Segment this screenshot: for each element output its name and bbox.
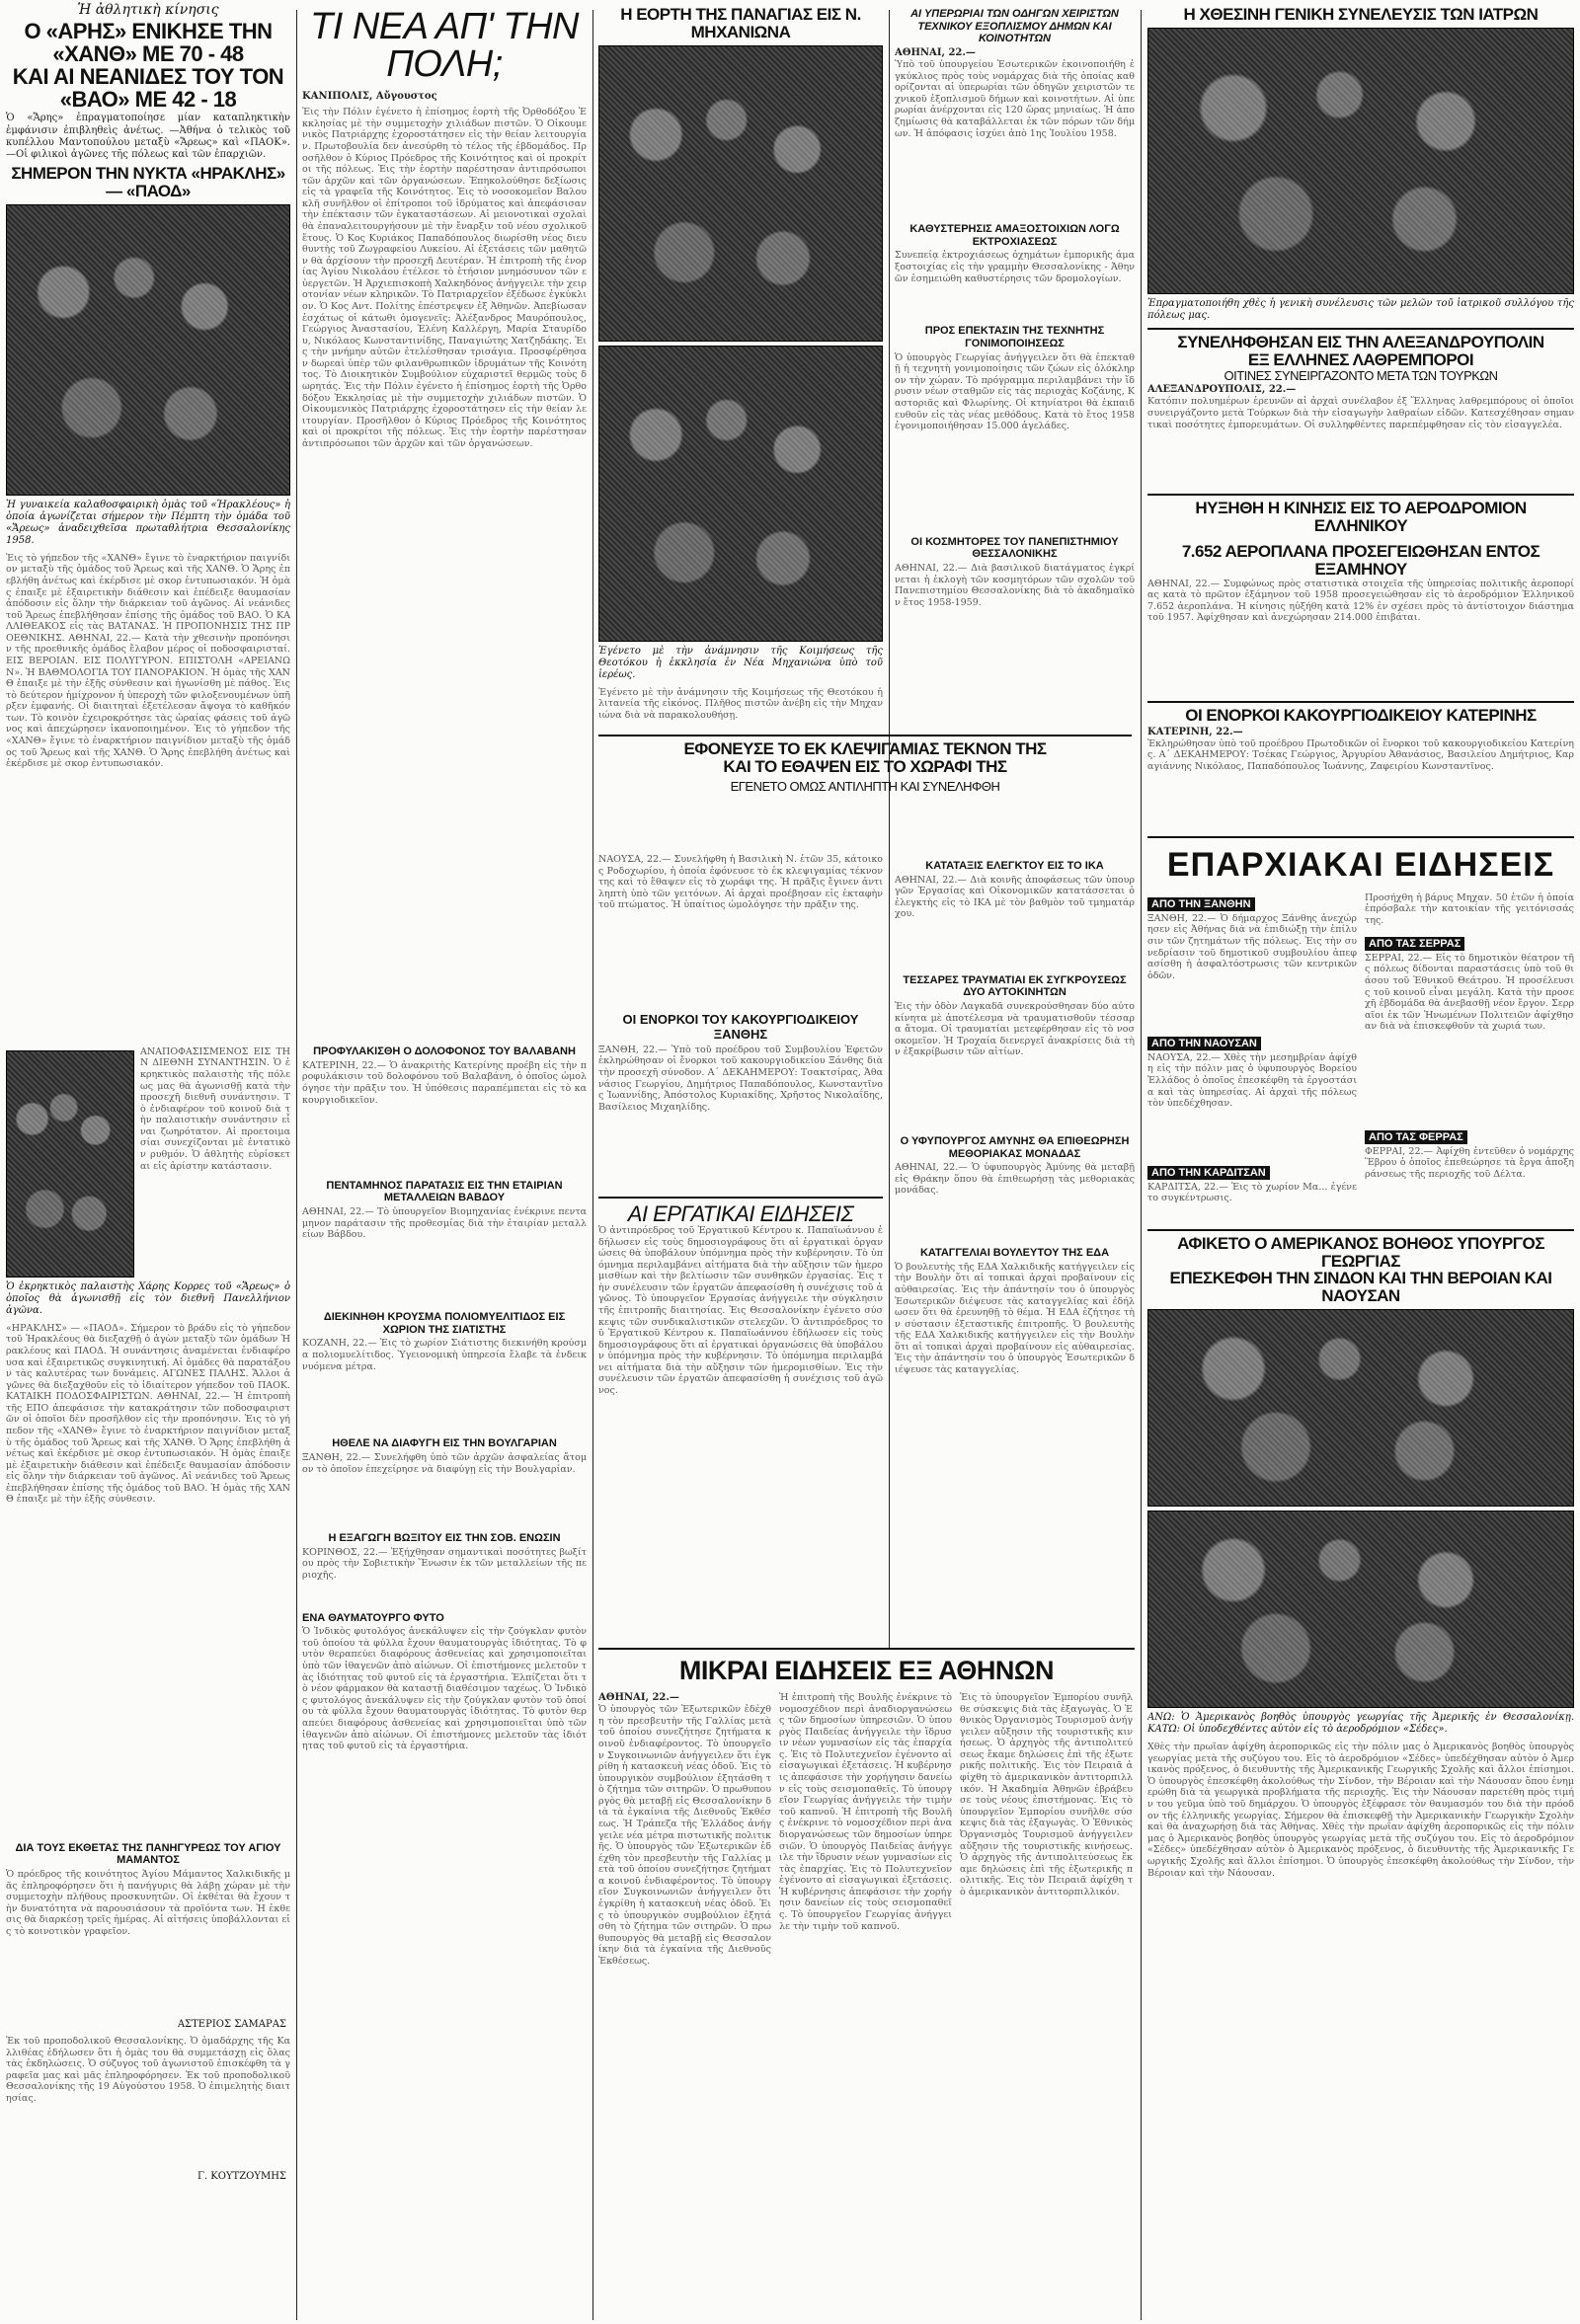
article-body: ΞΑΝΘΗ, 22.— Συνελήφθη ὑπὸ τῶν ἀρχῶν ἀσφαλείας ἄτομον τὸ ὁποῖον ἐπεχείρησε νὰ διαφύγῃ εἰς τὴν Βουλγαρίαν. — [302, 1452, 587, 1475]
divider — [1147, 494, 1574, 496]
article-body: ΚΟΖΑΝΗ, 22.— Ἐις τὸ χωρίον Σιάτιστης διεκινήθη κρούσμα πολιομυελίτιδος. Ὑγειονομικὴ ὑπηρεσία ἔλαβε τὰ ἐνδεικνυόμενα μέτρα. — [302, 1338, 587, 1372]
city-news-column — [302, 0, 587, 2320]
headline: ΟΙ ΕΝΟΡΚΟΙ ΚΑΚΟΥΡΓΙΟΔΙΚΕΙΟΥ ΚΑΤΕΡΙΝΗΣ — [1185, 705, 1537, 725]
section-label: ΑΠΟ ΤΗΝ ΝΑΟΥΣΑΝ — [1147, 1037, 1261, 1050]
box-headline: ΕΝΑ ΘΑΥΜΑΤΟΥΡΓΟ ΦΥΤΟ — [302, 1611, 444, 1624]
right-column — [1147, 0, 1574, 2320]
article-body: Ὑπὸ τοῦ ὑπουργείου Ἐσωτερικῶν ἐκοινοποιήθη ἐγκύκλιος πρὸς τοὺς νομάρχας διὰ τῆς ὁποίας καθορίζονται αἱ ὑπερωρίαι τῶν ὁδηγῶν χειριστῶν τεχνικοῦ ἐξοπλισμοῦ δήμων καὶ κοινοτήτων. Αἱ ὑπερωρίαι ἀνέρχονται εἰς 120 ὥρας μηνιαίως. Ἡ ἀποζημίωσις θὰ καταβάλλεται ἐκ τῶν πόρων τῶν δήμων. Ἡ ἀπόφασις ἰσχύει ἀπὸ 1ης Ἰουλίου 1958. — [895, 59, 1135, 139]
crime-story-header — [598, 731, 1132, 849]
article-body: ΑΘΗΝΑΙ, 22.— Ὁ ὑφυπουργὸς Ἀμύνης θὰ μεταβῇ εἰς Θράκην ὅπου θὰ ἐπιθεωρήσῃ τὰς μεθοριακὰς μονάδας. — [895, 1162, 1135, 1197]
byline: Γ. ΚΟΥΤΖΟΥΜΗΣ — [197, 2171, 286, 2183]
headline: ΣΥΝΕΛΗΦΘΗΣΑΝ ΕΙΣ ΤΗΝ ΑΛΕΞΑΝΔΡΟΥΠΟΛΙΝ — [1177, 332, 1544, 351]
headline: Η ΧΘΕΣΙΝΗ ΓΕΝΙΚΗ ΣΥΝΕΛΕΥΣΙΣ ΤΩΝ ΙΑΤΡΩΝ — [1183, 5, 1539, 24]
article-body: Χθὲς τὴν πρωΐαν ἀφίχθη ἀεροπορικῶς εἰς τὴν πόλιν μας ὁ Ἀμερικανὸς βοηθὸς ὑπουργὸς γεωργίας μετὰ τῆς συζύγου του. Εἰς τὸ ἀεροδρόμιον «Σέδες» ὑπεδέχθησαν αὐτὸν ὁ Ἀμερικανὸς πρόξενος, ὁ διευθυντὴς τῆς Ἀμερικανικῆς Γεωργικῆς Σχολῆς καὶ ἄλλοι ἐπίσημοι. Ὁ ὑπουργὸς ἐπεσκέφθη ἀκολούθως τὴν Σίνδον, τὴν Βέροιαν καὶ τὴν Νάουσαν ὅπου ἐνημερώθη διὰ τὰ γεωργικὰ προβλήματα τῆς περιοχῆς. Ἐις τὴν Νάουσαν παρετέθη πρὸς τιμήν του γεῦμα ὑπὸ τοῦ δημάρχου. Ὁ ὑπουργὸς ἐξέφρασε τὸν θαυμασμόν του διὰ τὴν πρόοδον τῆς ἑλληνικῆς γεωργίας. Σήμερον θὰ ἐπισκεφθῇ τὴν Ἀμερικανικὴν Γεωργικὴν Σχολὴν καὶ θὰ ἀναχωρήσῃ διὰ τὰς Ἀθήνας. Χθὲς τὴν πρωΐαν ἀφίχθη ἀεροπορικῶς εἰς τὴν πόλιν μας ὁ Ἀμερικανὸς βοηθὸς ὑπουργὸς γεωργίας μετὰ τῆς συζύγου του. Εἰς τὸ ἀεροδρόμιον «Σέδες» ὑπεδέχθησαν αὐτὸν ὁ Ἀμερικανὸς πρόξενος, ὁ διευθυντὴς τῆς Ἀμερικανικῆς Γεωργικῆς Σχολῆς καὶ ἄλλοι ἐπίσημοι. Ὁ ὑπουργὸς ἐπεσκέφθη ἀκολούθως τὴν Σίνδον, τὴν Βέροιαν καὶ τὴν Νάουσαν. — [1147, 1742, 1574, 1879]
short-news-column-lower — [895, 854, 1135, 1639]
box-headline: ΗΘΕΛΕ ΝΑ ΔΙΑΦΥΓΗ ΕΙΣ ΤΗΝ ΒΟΥΛΓΑΡΙΑΝ — [332, 1437, 557, 1450]
box-headline: ΤΕΣΣΑΡΕΣ ΤΡΑΥΜΑΤΙΑΙ ΕΚ ΣΥΓΚΡΟΥΣΕΩΣ ΔΥΟ ΑΥΤΟΚΙΝΗΤΩΝ — [903, 973, 1127, 999]
crime-story-body — [598, 854, 883, 1639]
box-headline: Ο ΥΦΥΠΟΥΡΓΟΣ ΑΜΥΝΗΣ ΘΑ ΕΠΙΘΕΩΡΗΣΗ ΜΕΘΟΡΙΑΚΑΣ ΜΟΝΑΔΑΣ — [900, 1134, 1130, 1160]
article-body: ΞΑΝΘΗ, 22.— Ὑπὸ τοῦ προέδρου τοῦ Συμβουλίου Ἐφετῶν ἐκληρώθησαν οἱ ἔνορκοι τοῦ κακουργιοδικείου Ξάνθης διὰ τὴν προσεχῆ σύνοδον. Α΄ ΔΕΚΑΗΜΕΡΟΥ: Τσακτσίρας, Ἀθανάσιος Γεωργίου, Δημήτριος Παπαδόπουλος, Κωνσταντῖνος Ἰωαννίδης, Ἀπόστολος Κυριακίδης, Χρῆστος Νικολαΐδης, Βασίλειος Μιχαηλίδης. — [598, 1044, 883, 1113]
headline: ΗΥΞΗΘΗ Η ΚΙΝΗΣΙΣ ΕΙΣ ΤΟ ΑΕΡΟΔΡΟΜΙΟΝ ΕΛΛΗΝΙΚΟΥ — [1195, 499, 1527, 536]
headline: 7.652 ΑΕΡΟΠΛΑΝΑ ΠΡΟΣΕΓΕΙΩΘΗΣΑΝ ΕΝΤΟΣ ΕΞΑΜΗΝΟΥ — [1181, 542, 1540, 579]
section-title: ΕΠΑΡΧΙΑΚΑΙ ΕΙΔΗΣΕΙΣ — [1166, 845, 1555, 884]
box-headline: ΔΙΕΚΙΝΗΘΗ ΚΡΟΥΣΜΑ ΠΟΛΙΟΜΥΕΛΙΤΙΔΟΣ ΕΙΣ ΧΩΡΙΟΝ ΤΗΣ ΣΙΑΤΙΣΤΗΣ — [323, 1311, 566, 1336]
dateline: ΑΛΕΞΑΝΔΡΟΥΠΟΛΙΣ, 22.— — [1147, 384, 1297, 396]
column-rule — [1141, 10, 1142, 2320]
article-body: Κατόπιν πολυημέρων ἐρευνῶν αἱ ἀρχαὶ συνέλαβον ἐξ Ἕλληνας λαθρεμπόρους οἱ ὁποῖοι συνειργάζοντο μετὰ Τούρκων διὰ τὴν εἰσαγωγὴν λαθραίων εἰδῶν. Κατεσχέθησαν σημαντικαὶ ποσότητες ἐμπορευμάτων. Οἱ συλληφθέντες παρεπέμφθησαν εἰς τὸν εἰσαγγελέα. — [1147, 396, 1574, 430]
divider — [598, 735, 1132, 736]
box-headline: ΑΙ ΥΠΕΡΩΡΙΑΙ ΤΩΝ ΟΔΗΓΩΝ ΧΕΙΡΙΣΤΩΝ ΤΕΧΝΙΚΟΥ ΕΞΟΠΛΙΣΜΟΥ ΔΗΜΩΝ ΚΑΙ ΚΟΙΝΟΤΗΤΩΝ — [910, 8, 1119, 45]
headline: ΚΑΙ ΑΙ ΝΕΑΝΙΔΕΣ ΤΟΥ ΤΟΝ «ΒΑΟ» ΜΕ 42 - 18 — [12, 64, 284, 113]
divider — [598, 1648, 1135, 1650]
article-body: ΚΑΤΕΡΙΝΗ, 22.— Ὁ ἀνακριτὴς Κατερίνης προέβη εἰς τὴν προφυλάκισιν τοῦ δολοφόνου τοῦ Βαλαβάνη, ὁ ὁποῖος ὡμολόγησε τὴν πρᾶξιν του. Ἡ ὑπόθεσις παραπέμπεται εἰς τὸ κακουργιοδικεῖον. — [302, 1059, 587, 1106]
box-headline: Η ΕΞΑΓΩΓΗ ΒΩΞΙΤΟΥ ΕΙΣ ΤΗΝ ΣΟΒ. ΕΝΩΣΙΝ — [328, 1532, 561, 1545]
box-headline: ΟΙ ΕΝΟΡΚΟΙ ΤΟΥ ΚΑΚΟΥΡΓΙΟΔΙΚΕΙΟΥ ΞΑΝΘΗΣ — [622, 1012, 859, 1042]
article-body: Ἐις τὴν Πόλιν ἐγένετο ἡ ἐπίσημος ἑορτὴ τῆς Ὀρθοδόξου Ἐκκλησίας μὲ τὴν συμμετοχὴν χιλιάδων πιστῶν. Ὁ Οἰκουμενικὸς Πατριάρχης ἐχοροστάτησεν εἰς τὴν θείαν λειτουργίαν. Πρωτοβουλία δεν ἀνεσύρθη τὸ τέλος τῆς ἑβδομάδος. Προσῆλθον ὁ Κύριος Πρόεδρος τῆς Κοινότητος καὶ οἱ προκρίτοι τῆς πόλεως. Ἐις τὴν ἑορτὴν παρέστησαν ἀντιπρόσωποι τῶν ἀρχῶν καὶ τῶν ὀργανώσεων. Ἐπηκολούθησε δεξίωσις εἰς τὰ γραφεῖα τῆς Κοινότητος. Ἐις τὸ νοσοκομεῖον Βαλουκλῆ συνῆλθον οἱ ἐπίτροποι τοῦ ἱδρύματος καὶ ἀπεφάσισαν τὴν ἐπέκτασιν τῶν ἐγκαταστάσεων. Αἱ μειονοτικαὶ σχολαὶ θὰ ἐπαναλειτουργήσουν μὲ τὴν ἔναρξιν τοῦ νέου σχολικοῦ ἔτους. Ὁ Κος Κυριάκος Παπαδόπουλος διωρίσθη νέος διευθυντὴς τοῦ Ζωγραφείου Λυκείου. Αἱ ἐξετάσεις τῶν μαθητῶν θὰ ἀρχίσουν τὴν προσεχῆ Δευτέραν. Ἡ ἐπιτροπὴ τῆς ἐνορίας Ἁγίου Νικολάου ἐτέλεσε τὸ ἐτήσιον μνημόσυνον τῶν εὐεργετῶν. Ἡ Ἀρχιεπισκοπὴ Χαλκηδόνος ἀνήγγειλε τὴν χειροτονίαν νέων κληρικῶν. Τὸ Πατριαρχεῖον ἐξέδωσε ἐγκύκλιον. Ὁ Κος Αντ. Πολίτης ἐπέστρεψεν ἐξ Ἀθηνῶν. Ἀπεβίωσαν ἐσχάτως οἱ κάτωθι ὁμογενεῖς: Ἀλέξανδρος Μαυρόπουλος, Γεώργιος Ἀναστασίου, Ἑλένη Καλλέργη, Μαρία Σταυρίδου, Νικόλαος Κωνσταντινίδης, Παναγιώτης Χατζηδάκης. Ἐις τὴν μνήμην αὐτῶν ἐτελέσθησαν τρισάγια. Προσφέρθησαν δωρεαὶ ὑπὲρ τῶν φιλανθρωπικῶν ἱδρυμάτων τῆς Κοινότητος. Τὸ Διοικητικὸν Συμβούλιον εὐχαριστεῖ θερμῶς τοὺς δωρητάς. Ἐις τὴν Πόλιν ἐγένετο ἡ ἐπίσημος ἑορτὴ τῆς Ὀρθοδόξου Ἐκκλησίας μὲ τὴν συμμετοχὴν χιλιάδων πιστῶν. Ὁ Οἰκουμενικὸς Πατριάρχης ἐχοροστάτησεν εἰς τὴν θείαν λειτουργίαν. Προσῆλθον ὁ Κύριος Πρόεδρος τῆς Κοινότητος καὶ οἱ προκρίτοι τῆς πόλεως. Ἐις τὴν ἑορτὴν παρέστησαν ἀντιπρόσωποι τῶν ἀρχῶν καὶ τῶν ὀργανώσεων. — [302, 107, 587, 449]
headline: ΑΙ ΕΡΓΑΤΙΚΑΙ ΕΙΔΗΣΕΙΣ — [627, 1201, 854, 1226]
dateline: ΚΑΝΙΠΟΛΙΣ, Αὔγουστος — [302, 91, 437, 102]
article-body: ΦΕΡΡΑΙ, 22.— Ἀφίχθη ἐντεῦθεν ὁ νομάρχης Ἕβρου ὁ ὁποῖος ἐπεθεώρησε τὰ ἔργα ἀποξηράνσεως τῆς περιοχῆς τοῦ Δέλτα. — [1365, 1145, 1574, 1180]
headline: ΤΙ ΝΕΑ ΑΠ' ΤΗΝ ΠΟΛΗ; — [310, 6, 579, 85]
subheadline: ΕΓΕΝΕΤΟ ΟΜΩΣ ΑΝΤΙΛΗΠΤΗ ΚΑΙ ΣΥΝΕΛΗΦΘΗ — [730, 778, 1000, 794]
article-body: ΞΑΝΘΗ, 22.— Ὁ δήμαρχος Ξάνθης ἀνεχώρησεν εἰς Ἀθήνας διὰ νὰ ἐπιδιώξῃ τὴν ἐπίλυσιν τῶν ζητημάτων τῆς πόλεως. Ἐις τὴν συνεδρίασιν τοῦ δημοτικοῦ συμβουλίου ἀπεφασίσθη ἡ ἀσφαλτόστρωσις τῶν κεντρικῶν ὁδῶν. — [1147, 912, 1357, 981]
article-body: Ὁ πρόεδρος τῆς κοινότητος Ἁγίου Μάμαντος Χαλκιδικῆς μᾶς ἐπληροφόρησεν ὅτι ἡ πανήγυρις θὰ λάβῃ χώραν μὲ τὴν συμμετοχὴν πλήθους προσκυνητῶν. Οἱ ἐκθέται θὰ ἔχουν τὴν δυνατότητα νὰ παρουσιάσουν τὰ προϊόντα των. Ἡ ἐκθεσις θὰ διαρκέσῃ τρεῖς ἡμέρας. Αἱ αἰτήσεις ὑποβάλλονται εἰς τὸ κοινοτικὸν γραφεῖον. — [6, 1869, 290, 1937]
official-visit-photo-2 — [1147, 1511, 1574, 1708]
article-body: Ὁ ὑπουργὸς Γεωργίας ἀνήγγειλεν ὅτι θὰ ἐπεκταθῇ ἡ τεχνητὴ γονιμοποίησις τῶν ζώων εἰς ὁλόκληρον τὴν χώραν. Τὸ πρόγραμμα περιλαμβάνει τὴν ἵδρυσιν νέων σταθμῶν εἰς τὰς περιοχὰς Κοζάνης, Καστοριᾶς καὶ Φλωρίνης. Οἱ κτηνίατροι θὰ ἐκπαιδευθοῦν εἰς τὰς νέας μεθόδους. Κατὰ τὸ ἔτος 1958 ἐγονιμοποιήθησαν 15.000 ἀγελάδες. — [895, 351, 1135, 432]
doctors-assembly-photo — [1147, 28, 1574, 294]
article-body: Ἐις τὸ ὑπουργεῖον Ἐμπορίου συνῆλθε σύσκεψις διὰ τὰς ἐξαγωγὰς. Ὁ Ἐθνικὸς Ὀργανισμὸς Τουρισμοῦ ἀνήγγειλεν αὔξησιν τῆς τουριστικῆς κινήσεως. Ὁ ἀρχηγὸς τῆς ἀντιπολιτεύσεως ἔκαμε δηλώσεις ἐπὶ τῆς ἐξωτερικῆς πολιτικῆς. Ἐις τὸν Πειραιᾶ ἀφίχθη τὸ ἀμερικανικὸν ἀντιτορπιλλικόν. Ἡ Ἀκαδημία Ἀθηνῶν ἐβράβευσε τοὺς νέους ἐπιστήμονας. Ἐις τὸ ὑπουργεῖον Ἐμπορίου συνῆλθε σύσκεψις διὰ τὰς ἐξαγωγὰς. Ὁ Ἐθνικὸς Ὀργανισμὸς Τουρισμοῦ ἀνήγγειλεν αὔξησιν τῆς τουριστικῆς κινήσεως. Ὁ ἀρχηγὸς τῆς ἀντιπολιτεύσεως ἔκαμε δηλώσεις ἐπὶ τῆς ἐξωτερικῆς πολιτικῆς. Ἐις τὸν Πειραιᾶ ἀφίχθη τὸ ἀμερικανικὸν ἀντιτορπιλλικόν. — [960, 1692, 1133, 1898]
article-body: Ὁ Ἰνδικὸς φυτολόγος ἀνεκάλυψεν εἰς τὴν ζούγκλαν φυτὸν τοῦ ὁποίου τὰ φύλλα ἔχουν θαυματουργὰς ἰδιότητας. Τὸ φυτὸν θεραπεύει διαφόρους ἀσθενείας καὶ χρησιμοποιεῖται ὑπὸ τῶν ἰθαγενῶν ἀπὸ αἰώνων. Οἱ ἐπιστήμονες μελετοῦν τὰς ἰδιότητας τοῦ φυτοῦ εἰς τὰ ἐργαστήρια. Ἐλπίζεται ὅτι τὸ νέον φάρμακον θὰ καταστῇ διαθέσιμον ταχέως. Ὁ Ἰνδικὸς φυτολόγος ἀνεκάλυψεν εἰς τὴν ζούγκλαν φυτὸν τοῦ ὁποίου τὰ φύλλα ἔχουν θαυματουργὰς ἰδιότητας. Τὸ φυτὸν θεραπεύει διαφόρους ἀσθενείας καὶ χρησιμοποιεῖται ὑπὸ τῶν ἰθαγενῶν ἀπὸ αἰώνων. Οἱ ἐπιστήμονες μελετοῦν τὰς ἰδιότητας τοῦ φυτοῦ εἰς τὰ ἐργαστήρια. — [302, 1626, 587, 1752]
headline: ΜΙΚΡΑΙ ΕΙΔΗΣΕΙΣ ΕΞ ΑΘΗΝΩΝ — [678, 1656, 1055, 1685]
byline: ΑΣΤΕΡΙΟΣ ΣΑΜΑΡΑΣ — [177, 2019, 286, 2031]
article-body: Ἐις τὴν ὁδὸν Λαγκαδᾶ συνεκρούσθησαν δύο αὐτοκίνητα μὲ ἀποτέλεσμα νὰ τραυματισθοῦν τέσσαρα ἄτομα. Οἱ τραυματίαι μετεφέρθησαν εἰς τὸ νοσοκομεῖον. Ἡ Τροχαία διενεργεῖ ἀνακρίσεις διὰ τὴν ἐξακρίβωσιν τῶν αἰτίων. — [895, 1000, 1135, 1058]
dateline: ΚΑΤΕΡΙΝΗ, 22.— — [1147, 726, 1243, 737]
article-body: Ὁ ἀντιπρόεδρος τοῦ Ἐργατικοῦ Κέντρου κ. Παπαϊωάννου ἐδήλωσεν εἰς τοὺς δημοσιογράφους ὅτι αἱ ἐργατικαὶ ὀργανώσεις θὰ ὑποβάλουν ὑπόμνημα πρὸς τὴν κυβέρνησιν. Τὸ ὑπόμνημα περιλαμβάνει αἰτήματα διὰ τὴν αὔξησιν τῶν ἡμερομισθίων καὶ τὴν βελτίωσιν τῶν συνθηκῶν ἐργασίας. Ἐις τὴν συνέλευσιν τῶν ἐργατῶν ἀπεφασίσθη ἡ συνέχισις τοῦ ἀγῶνος. Τὸ ὑπουργεῖον Ἐργασίας ἀνήγγειλε τὴν σύγκλησιν τῆς ἐπιτροπῆς διαιτησίας. Ἐις Θεσσαλονίκην ἐγένετο σύσκεψις τῶν συνδικαλιστικῶν στελεχῶν. Ὁ ἀντιπρόεδρος τοῦ Ἐργατικοῦ Κέντρου κ. Παπαϊωάννου ἐδήλωσεν εἰς τοὺς δημοσιογράφους ὅτι αἱ ἐργατικαὶ ὀργανώσεις θὰ ὑποβάλουν ὑπόμνημα πρὸς τὴν κυβέρνησιν. Τὸ ὑπόμνημα περιλαμβάνει αἰτήματα διὰ τὴν αὔξησιν τῶν ἡμερομισθίων. Ἐις τὴν συνέλευσιν τῶν ἐργατῶν ἀπεφασίσθη ἡ συνέχισις τοῦ ἀγῶνος. — [598, 1224, 883, 1397]
brief-news-columns — [598, 1692, 1135, 2289]
headline: ΑΦΙΚΕΤΟ Ο ΑΜΕΡΙΚΑΝΟΣ ΒΟΗΘΟΣ ΥΠΟΥΡΓΟΣ ΓΕΩΡΓΙΑΣ — [1177, 1233, 1544, 1271]
divider — [1147, 836, 1574, 838]
box-headline: ΚΑΤΑΓΓΕΛΙΑΙ ΒΟΥΛΕΥΤΟΥ ΤΗΣ ΕΔΑ — [919, 1247, 1110, 1260]
divider — [598, 1197, 883, 1199]
box-headline: ΔΙΑ ΤΟΥΣ ΕΚΘΕΤΑΣ ΤΗΣ ΠΑΝΗΓΥΡΕΩΣ ΤΟΥ ΑΓΙΟΥ ΜΑΜΑΝΤΟΣ — [15, 1841, 281, 1867]
box-headline: ΚΑΘΥΣΤΕΡΗΣΙΣ ΑΜΑΞΟΣΤΟΙΧΙΩΝ ΛΟΓΩ ΕΚΤΡΟΧΙΑΣΕΩΣ — [909, 223, 1120, 248]
box-headline: ΠΕΝΤΑΜΗΝΟΣ ΠΑΡΑΤΑΣΙΣ ΕΙΣ ΤΗΝ ΕΤΑΙΡΙΑΝ ΜΕΤΑΛΛΕΙΩΝ ΒΑΒΔΟΥ — [326, 1179, 563, 1204]
provincial-news — [1147, 892, 1574, 1225]
box-headline: ΚΑΤΑΤΑΞΙΣ ΕΛΕΓΚΤΟΥ ΕΙΣ ΤΟ ΙΚΑ — [925, 860, 1104, 872]
article-body: ΑΝΑΠΟΦΑΣΙΣΜΕΝΟΣ ΕΙΣ ΤΗΝ ΔΙΕΘΝΗ ΣΥΝΑΝΤΗΣΙΝ. Ὁ ἐκρηκτικὸς παλαιστὴς τῆς πόλεως μας θὰ ἀγωνισθῇ κατὰ τὴν προσεχῆ διεθνῆ συνάντησιν. Τὸ ἐνδιαφέρον τοῦ κοινοῦ διὰ τὴν παλαιστικὴν συνάντησιν εἶναι ζωηρότατον. Αἱ προετοιμασίαι συνεχίζονται μὲ ἐντατικὸν ρυθμόν. Ὁ ἀθλητὴς εὑρίσκεται εἰς ἀρίστην κατάστασιν. — [140, 1046, 290, 1172]
article-body: ΑΘΗΝΑΙ, 22.— Συμφώνως πρὸς στατιστικὰ στοιχεῖα τῆς ὑπηρεσίας πολιτικῆς ἀεροπορίας κατὰ τὸ πρῶτον ἑξάμηνον τοῦ 1958 προσεγειώθησαν εἰς τὸ ἀεροδρόμιον Ἑλληνικοῦ 7.652 ἀεροπλάνα. Ἡ κίνησις ηὐξήθη κατὰ 12% ἐν σχέσει πρὸς τὸ ἀντίστοιχον διάστημα τοῦ 1957. Ἀφίχθησαν καὶ ἀνεχώρησαν 214.000 ἐπιβάται. — [1147, 578, 1574, 624]
box-headline: ΠΡΟΦΥΛΑΚΙΣΘΗ Ο ΔΟΛΟΦΟΝΟΣ ΤΟΥ ΒΑΛΑΒΑΝΗ — [313, 1046, 576, 1058]
short-news-column — [895, 0, 1135, 726]
article-body: Ἐις τὸ γήπεδον τῆς «ΧΑΝΘ» ἔγινε τὸ ἐναρκτήριον παιγνίδιον μεταξὺ τῆς ὁμάδος τοῦ Ἄρεως καὶ τῆς ΧΑΝΘ. Ὁ Ἄρης ἐπεβλήθη ἀνέτως καὶ ἐκέρδισε μὲ σκορ ἐντυπωσιακόν. Ἡ ὁμὰς ἐπαιξε μὲ ἐξαιρετικὴν διάθεσιν καὶ ἐπέδειξε θαυμασίαν ἀπόδοσιν εἰς ὅλην τὴν διάρκειαν τοῦ ἀγῶνος. Αἱ νεάνιδες τοῦ Ἄρεως ἐπεβλήθησαν ἐπίσης τῆς ὁμάδος τοῦ ΒΑΟ. Ὁ ΚΑΛΛΙΘΕΑΚΟΣ εἰς τὰς ΒΑΤΑΝΑΣ. Ἡ ΠΡΟΠΟΝΗΣΙΣ ΤΗΣ ΠΡΟΕΘΝΙΚΗΣ. ΑΘΗΝΑΙ, 22.— Κατὰ τὴν χθεσινὴν προπόνησιν τῆς προεθνικῆς ὁμάδος ἔλαβον μέρος οἱ ποδοσφαιρισταί. ΕΙΣ ΒΕΡΟΙΑΝ. ΕΙΣ ΠΟΛΥΓΥΡΟΝ. ΕΠΙΣΤΟΛΗ «ΑΡΕΙΑΝΩΝ». Ἡ ΒΑΘΜΟΛΟΓΙΑ ΤΟΥ ΠΑΝΟΡΑΚΙΟΝ. Ἡ ὁμὰς τῆς ΧΑΝΘ ἐπαιξε μὲ τὴν ἑξῆς σύνθεσιν καὶ ἠγωνίσθη μὲ πάθος. Ἐις τὸ δεύτερον ἡμίχρονον ἡ ὑπεροχὴ τῶν φιλοξενουμένων ὑπῆρξεν ἐμφανής. Οἱ διαιτηταὶ ἐξετέλεσαν ἄψογα τὸ καθῆκόν των. Τὸ κοινὸν ἐχειροκρότησε τὰς ὡραίας φάσεις τοῦ ἀγῶνος καὶ ἀπεχώρησεν ἱκανοποιημένον. Ἐις τὸ γήπεδον τῆς «ΧΑΝΘ» ἔγινε τὸ ἐναρκτήριον παιγνίδιον μεταξὺ τῆς ὁμάδος τοῦ Ἄρεως καὶ τῆς ΧΑΝΘ. Ὁ Ἄρης ἐπεβλήθη ἀνέτως καὶ ἐκέρδισε μὲ σκορ ἐντυπωσιακόν. — [6, 552, 290, 770]
athens-brief-news — [598, 1644, 1135, 2320]
section-label: ΑΠΟ ΤΑΣ ΦΕΡΡΑΣ — [1365, 1130, 1467, 1144]
festival-photo-2 — [598, 346, 883, 642]
official-visit-photo-1 — [1147, 1309, 1574, 1507]
article-body: Προσήχθη ἡ βάρυς Μηχαν. 50 ἐτῶν ἡ ὁποία ἐπρόσβαλε τὴν κατοικίαν τῆς γειτόνισσάς της. — [1365, 891, 1574, 926]
photo-caption: Ἐπραγματοποιήθη χθὲς ἡ γενικὴ συνέλευσις τῶν μελῶν τοῦ ἰατρικοῦ συλλόγου τῆς πόλεως μας. — [1147, 297, 1574, 321]
divider — [1147, 1229, 1574, 1231]
photo-caption: Ἐγένετο μὲ τὴν ἀνάμνησιν τῆς Κοιμήσεως τῆς Θεοτόκου ἡ ἐκκλησία ἐν Νέα Μηχανιώνα ὑπὸ τοῦ ἱερέως. — [598, 645, 883, 680]
article-body: ΑΘΗΝΑΙ, 22.— Διὰ κοινῆς ἀποφάσεως τῶν ὑπουργῶν Ἐργασίας καὶ Οἰκονομικῶν κατατάσσεται ὁ ἐλεγκτὴς εἰς τὸ ΙΚΑ μὲ τὸν βαθμὸν τοῦ τμηματάρχου. — [895, 874, 1135, 920]
article-body: ΣΕΡΡΑΙ, 22.— Εἰς τὸ δημοτικὸν θέατρον τῆς πόλεως δίδονται παραστάσεις ὑπὸ τοῦ θιάσου τοῦ Ἐθνικοῦ Θεάτρου. Ἡ προσέλευσις τοῦ κοινοῦ εἶναι μεγάλη. Κατὰ τὴν προσεχῆ ἑβδομάδα θὰ ἀνεβασθῇ νέον ἔργον. Σερραῖοι ἐκ τῶν Ἠνωμένων Πολιτειῶν ἀφίχθησαν διὰ νὰ ἐπισκεφθοῦν τὰ χωριά των. — [1365, 952, 1574, 1033]
article-body: Συνεπείᾳ ἐκτροχιάσεως ὀχημάτων ἐμπορικῆς ἀμαξοστοιχίας εἰς τὴν γραμμὴν Θεσσαλονίκης - Ἀθηνῶν ἐσημειώθη καθυστέρησις τῶν δρομολογίων. — [895, 250, 1135, 284]
subheadline: ΟΙΤΙΝΕΣ ΣΥΝΕΙΡΓΑΖΟΝΤΟ ΜΕΤΑ ΤΩΝ ΤΟΥΡΚΩΝ — [1224, 367, 1498, 383]
divider — [1147, 328, 1574, 330]
sports-column — [6, 0, 290, 2320]
dateline: ΑΘΗΝΑΙ, 22.— — [598, 1692, 679, 1703]
article-body: ΚΑΡΔΙΤΣΑ, 22.— Ἐις τὸ χωρίον Μα... ἐγένετο συγκέντρωσις. — [1147, 1181, 1357, 1204]
team-photo — [6, 204, 290, 496]
headline: ΕΞ ΕΛΛΗΝΕΣ ΛΑΘΡΕΜΠΟΡΟΙ — [1247, 349, 1474, 369]
article-body: Ἡ ἐπιτροπὴ τῆς Βουλῆς ἐνέκρινε τὸ νομοσχέδιον περὶ ἀναδιοργανώσεως τῶν δημοσίων ὑπηρεσιῶν. Ὁ ὑπουργὸς Παιδείας ἀνήγγειλε τὴν ἵδρυσιν νέων γυμνασίων εἰς τὰς ἐπαρχίας. Ἐις τὸ Πολυτεχνεῖον ἐγένοντο αἱ εἰσαγωγικαὶ ἐξετάσεις. Ἡ κυβέρνησις ἀπεφάσισε τὴν χορήγησιν δανείων εἰς τοὺς σεισμοπαθεῖς. Τὸ ὑπουργεῖον Γεωργίας ἀνήγγειλε τὴν τιμὴν τοῦ καπνοῦ. Ἡ ἐπιτροπὴ τῆς Βουλῆς ἐνέκρινε τὸ νομοσχέδιον περὶ ἀναδιοργανώσεως τῶν δημοσίων ὑπηρεσιῶν. Ὁ ὑπουργὸς Παιδείας ἀνήγγειλε τὴν ἵδρυσιν νέων γυμνασίων εἰς τὰς ἐπαρχίας. Ἐις τὸ Πολυτεχνεῖον ἐγένοντο αἱ εἰσαγωγικαὶ ἐξετάσεις. Ἡ κυβέρνησις ἀπεφάσισε τὴν χορήγησιν δανείων εἰς τοὺς σεισμοπαθεῖς. Τὸ ὑπουργεῖον Γεωργίας ἀνήγγειλε τὴν τιμὴν τοῦ καπνοῦ. — [779, 1692, 952, 1932]
article-body: Ἐκληρώθησαν ὑπὸ τοῦ προέδρου Πρωτοδικῶν οἱ ἔνορκοι τοῦ κακουργιοδικείου Κατερίνης. Α΄ ΔΕΚΑΗΜΕΡΟΥ: Τσέκας Γεώργιος, Ἀργυρίου Ἀθανάσιος, Βασιλείου Δημήτριος, Καραγιάννης Νικόλαος, Παπαδόπουλος Ἰωάννης, Ζαφειρίου Κωνσταντῖνος. — [1147, 737, 1574, 772]
wrestler-photo — [6, 1050, 134, 1278]
lead-text: Ὁ «Ἄρης» ἐπραγματοποίησε μίαν καταπληκτικὴν ἐμφάνισιν ἐπιβληθεὶς ἀνέτως. —Ἀθήνα ὁ τελικὸς τοῦ κυπέλλου Μαντοπούλου μεταξὺ «Ἄρεως» καὶ «ΠΑΟΚ». —Οἱ φιλικοὶ ἀγῶνες τῆς πόλεως καὶ τῶν ἐπαρχιῶν. — [6, 113, 290, 160]
festival-photo-1 — [598, 45, 883, 342]
article-body: Ἐκ τοῦ προποδολικοῦ Θεσσαλονίκης. Ὁ ὁμαδάρχης τῆς Καλλιθέας ἐδήλωσεν ὅτι ἡ ὁμὰς του θὰ συμμετάσχῃ εἰς ὅλας τὰς ἐκδηλώσεις. Ὁ σύζυγος τοῦ ἀγωνιστοῦ ἐπισκέφθη τὰ γραφεῖα μας καὶ μᾶς ἐπληροφόρησεν. Ἐκ τοῦ προποδολικοῦ Θεσσαλονίκης τῆς 19 Αὐγούστου 1958. Ὁ ἐπιμελητὴς διαιτησίας. — [6, 2036, 290, 2104]
article-body: «ΗΡΑΚΛΗΣ» — «ΠΑΟΔ». Σήμερον τὸ βράδυ εἰς τὸ γήπεδον τοῦ Ἡρακλέους θὰ διεξαχθῇ ὁ ἀγὼν μεταξὺ τῶν ὁμάδων Ἡρακλέους καὶ ΠΑΟΔ. Ἡ συνάντησις ἀναμένεται ἐνδιαφέρουσα καὶ ἐξαιρετικῶς συγκινητική. Αἱ ὁμάδες θὰ παρατάξουν τὰς καλυτέρας των δυνάμεις. ΑΓΩΝΕΣ ΠΑΛΗΣ. Ἄλλοι ἀγῶνες θὰ διεξαχθοῦν εἰς τὸ ἰδιαίτερον γήπεδον τοῦ ΠΑΟΚ. ΚΑΤΑΙΚΗ ΠΟΔΟΣΦΑΙΡΙΣΤΩΝ. ΑΘΗΝΑΙ, 22.— Ἡ ἐπιτροπὴ τῆς ΕΠΟ ἀπεφάσισε τὴν κατακράτησιν τῶν ποδοσφαιριστῶν οἱ ὁποῖοι δὲν προσῆλθον εἰς τὴν προπόνησιν. Ἐις τὸ γήπεδον τῆς «ΧΑΝΘ» ἔγινε τὸ ἐναρκτήριον παιγνίδιον μεταξὺ τῆς ὁμάδος τοῦ Ἄρεως καὶ τῆς ΧΑΝΘ. Ὁ Ἄρης ἐπεβλήθη ἀνέτως καὶ ἐκέρδισε μὲ σκορ ἐντυπωσιακόν. Ἡ ὁμὰς ἐπαιξε μὲ ἐξαιρετικὴν διάθεσιν καὶ ἐπέδειξε θαυμασίαν ἀπόδοσιν εἰς ὅλην τὴν διάρκειαν τοῦ ἀγῶνος. Αἱ νεάνιδες τοῦ Ἄρεως ἐπεβλήθησαν ἐπίσης τῆς ὁμάδος τοῦ ΒΑΟ. Ἡ ὁμὰς τῆς ΧΑΝΘ ἐπαιξε μὲ τὴν ἑξῆς σύνθεσιν. — [6, 1322, 290, 1506]
section-label: ΑΠΟ ΤΑΣ ΣΕΡΡΑΣ — [1365, 937, 1464, 951]
article-body: ΝΑΟΥΣΑ, 22.— Χθὲς τὴν μεσημβρίαν ἀφίχθη εἰς τὴν πόλιν μας ὁ ὑφυπουργὸς Βορείου Ἑλλάδος ὁ ὁποῖος ἐπεσκέφθη τὰ ἐργοστάσια καὶ τὰς ὑπηρεσίας. Αἱ ἀρχαὶ τῆς πόλεως τὸν ὑπεδέχθησαν. — [1147, 1051, 1357, 1110]
photo-caption: Ἡ γυναικεία καλαθοσφαιρικὴ ὁμὰς τοῦ «Ἡρακλέους» ἡ ὁποία ἀγωνίζεται σήμερον τὴν Πέμπτη τὴν ὁμάδα τοῦ «Ἄρεως» ἀναδειχθεῖσα πρωταθλήτρια Θεσσαλονίκης 1958. — [6, 499, 290, 546]
article-body: ΝΑΟΥΣΑ, 22.— Συνελήφθη ἡ Βασιλικὴ Ν. ἐτῶν 35, κάτοικος Ροδοχωρίου, ἡ ὁποία ἐφόνευσε τὸ ἐκ κλεψιγαμίας τέκνον της καὶ τὸ ἔθαψεν εἰς τὸ χωράφι της. Ἡ πρᾶξις ἔγινεν ἀντιληπτὴ ὑπὸ τῶν γειτόνων. Αἱ ἀρχαὶ προέβησαν εἰς ἐκταφὴν τοῦ πτώματος. Ἡ ὑπαίτιος ὡμολόγησε τὴν πρᾶξιν της. — [598, 854, 883, 911]
divider — [1147, 701, 1574, 703]
section-label: ΑΠΟ ΤΗΝ ΞΑΝΘΗΝ — [1147, 897, 1255, 911]
headline: Η ΕΟΡΤΗ ΤΗΣ ΠΑΝΑΓΙΑΣ ΕΙΣ Ν. ΜΗΧΑΝΙΩΝΑ — [620, 5, 861, 41]
column-rule — [592, 10, 593, 2320]
article-body: Ὁ βουλευτὴς τῆς ΕΔΑ Χαλκιδικῆς κατήγγειλεν εἰς τὴν Βουλὴν ὅτι αἱ τοπικαὶ ἀρχαὶ προβαίνουν εἰς αὐθαιρεσίας. Ἐις τὴν ἀπάντησίν του ὁ ὑπουργὸς Ἐσωτερικῶν διέψευσε τὰς καταγγελίας καὶ ἐδήλωσεν ὅτι θὰ ἐρευνηθῇ τὸ θέμα. Ἡ ΕΔΑ ἐζήτησε τὴν σύστασιν ἐξεταστικῆς ἐπιτροπῆς. Ὁ βουλευτὴς τῆς ΕΔΑ Χαλκιδικῆς κατήγγειλεν εἰς τὴν Βουλὴν ὅτι αἱ τοπικαὶ ἀρχαὶ προβαίνουν εἰς αὐθαιρεσίας. Ἐις τὴν ἀπάντησίν του ὁ ὑπουργὸς Ἐσωτερικῶν διέψευσε τὰς καταγγελίας. — [895, 1261, 1135, 1376]
box-headline: ΠΡΟΣ ΕΠΕΚΤΑΣΙΝ ΤΗΣ ΤΕΧΝΗΤΗΣ ΓΟΝΙΜΟΠΟΙΗΣΕΩΣ — [924, 325, 1105, 350]
headline: ΕΦΟΝΕΥΣΕ ΤΟ ΕΚ ΚΛΕΨΙΓΑΜΙΑΣ ΤΕΚΝΟΝ ΤΗΣ — [683, 739, 1047, 758]
article-body: Ἐγένετο μὲ τὴν ἀνάμνησιν τῆς Κοιμήσεως τῆς Θεοτόκου ἡ λιτανεία τῆς εἰκόνος. Πλῆθος πιστῶν ἀνέβη εἰς τὴν Μηχανιώνα διὰ νὰ παρακολουθήσῃ. — [598, 686, 883, 721]
box-headline: ΟΙ ΚΟΣΜΗΤΟΡΕΣ ΤΟΥ ΠΑΝΕΠΙΣΤΗΜΙΟΥ ΘΕΣΣΑΛΟΝΙΚΗΣ — [910, 535, 1119, 561]
section-kicker: Ἡ ἀθλητικὴ κίνησις — [77, 2, 219, 18]
column-rule — [296, 10, 297, 2320]
section-label: ΑΠΟ ΤΗΝ ΚΑΡΔΙΤΣΑΝ — [1147, 1166, 1270, 1180]
headline: ΚΑΙ ΤΟ ΕΘΑΨΕΝ ΕΙΣ ΤΟ ΧΩΡΑΦΙ ΤΗΣ — [723, 756, 1007, 776]
subheadline: ΣΗΜΕΡΟΝ ΤΗΝ ΝΥΚΤΑ «ΗΡΑΚΛΗΣ» — «ΠΑΟΔ» — [11, 164, 285, 200]
article-body: ΚΟΡΙΝΘΟΣ, 22.— Ἐξήχθησαν σημαντικαὶ ποσότητες βωξίτου πρὸς τὴν Σοβιετικὴν Ἕνωσιν ἐκ τῶν μεταλλείων τῆς περιοχῆς. — [302, 1546, 587, 1581]
headline: Ο «ΑΡΗΣ» ΕΝΙΚΗΣΕ ΤΗΝ «ΧΑΝΘ» ΜΕ 70 - 48 — [24, 19, 273, 67]
headline: ΕΠΕΣΚΕΦΘΗ ΤΗΝ ΣΙΝΔΟΝ ΚΑΙ ΤΗΝ ΒΕΡΟΙΑΝ ΚΑΙ ΝΑΟΥΣΑΝ — [1169, 1269, 1552, 1306]
photo-caption: ΑΝΩ: Ὁ Ἀμερικανὸς βοηθὸς ὑπουργὸς γεωργίας τῆς Ἀμερικῆς ἐν Θεσσαλονίκῃ. ΚΑΤΩ: Οἱ ὑποδεχθέντες αὐτὸν εἰς τὸ ἀεροδρόμιον «Σέδες». — [1147, 1712, 1574, 1736]
dateline: ΑΘΗΝΑΙ, 22.— — [895, 46, 976, 58]
photo-caption: Ὁ ἐκρηκτικὸς παλαιστὴς Χάρης Κορρες τοῦ «Ἄρεως» ὁ ὁποῖος θὰ ἀγωνισθῇ εἰς τὸν διεθνῆ Πανελλήνιον ἀγῶνα. — [6, 1280, 290, 1316]
article-body: ΑΘΗΝΑΙ, 22.— Διὰ βασιλικοῦ διατάγματος ἐγκρίνεται ἡ ἐκλογὴ τῶν κοσμητόρων τῶν σχολῶν τοῦ Πανεπιστημίου Θεσσαλονίκης διὰ τὸ ἀκαδημαϊκὸν ἔτος 1958-1959. — [895, 562, 1135, 608]
article-body: Ὁ ὑπουργὸς τῶν Ἐξωτερικῶν ἐδέχθη τὸν πρεσβευτὴν τῆς Γαλλίας μετὰ τοῦ ὁποίου συνεζήτησε ζητήματα κοινοῦ ἐνδιαφέροντος. Τὸ ὑπουργεῖον Συγκοινωνιῶν ἀνήγγειλεν ὅτι ἐγκρίθη ἡ κατασκευὴ νέας ὁδοῦ. Ἐις τὸ ὑπουργικὸν συμβούλιον ἐξητάσθη τὸ ζήτημα τῶν σιτηρῶν. Ὁ πρωθυπουργὸς θὰ μεταβῇ εἰς Θεσσαλονίκην διὰ τὰ ἐγκαίνια τῆς Διεθνοῦς Ἐκθέσεως. Ἡ Τράπεζα τῆς Ἑλλάδος ἀνήγγειλε νέα μέτρα πιστωτικῆς πολιτικῆς. Ὁ ὑπουργὸς τῶν Ἐξωτερικῶν ἐδέχθη τὸν πρεσβευτὴν τῆς Γαλλίας μετὰ τοῦ ὁποίου συνεζήτησε ζητήματα κοινοῦ ἐνδιαφέροντος. Τὸ ὑπουργεῖον Συγκοινωνιῶν ἀνήγγειλεν ὅτι ἐγκρίθη ἡ κατασκευὴ νέας ὁδοῦ. Ἐις τὸ ὑπουργικὸν συμβούλιον ἐξητάσθη τὸ ζήτημα τῶν σιτηρῶν. Ὁ πρωθυπουργὸς θὰ μεταβῇ εἰς Θεσσαλονίκην διὰ τὰ ἐγκαίνια τῆς Διεθνοῦς Ἐκθέσεως. — [598, 1704, 771, 1967]
article-body: ΑΘΗΝΑΙ, 22.— Τὸ ὑπουργεῖον Βιομηχανίας ἐνέκρινε πενταμηνον παράτασιν τῆς προθεσμίας διὰ τὴν ἐταιρίαν μεταλλείων Βάβδου. — [302, 1206, 587, 1241]
